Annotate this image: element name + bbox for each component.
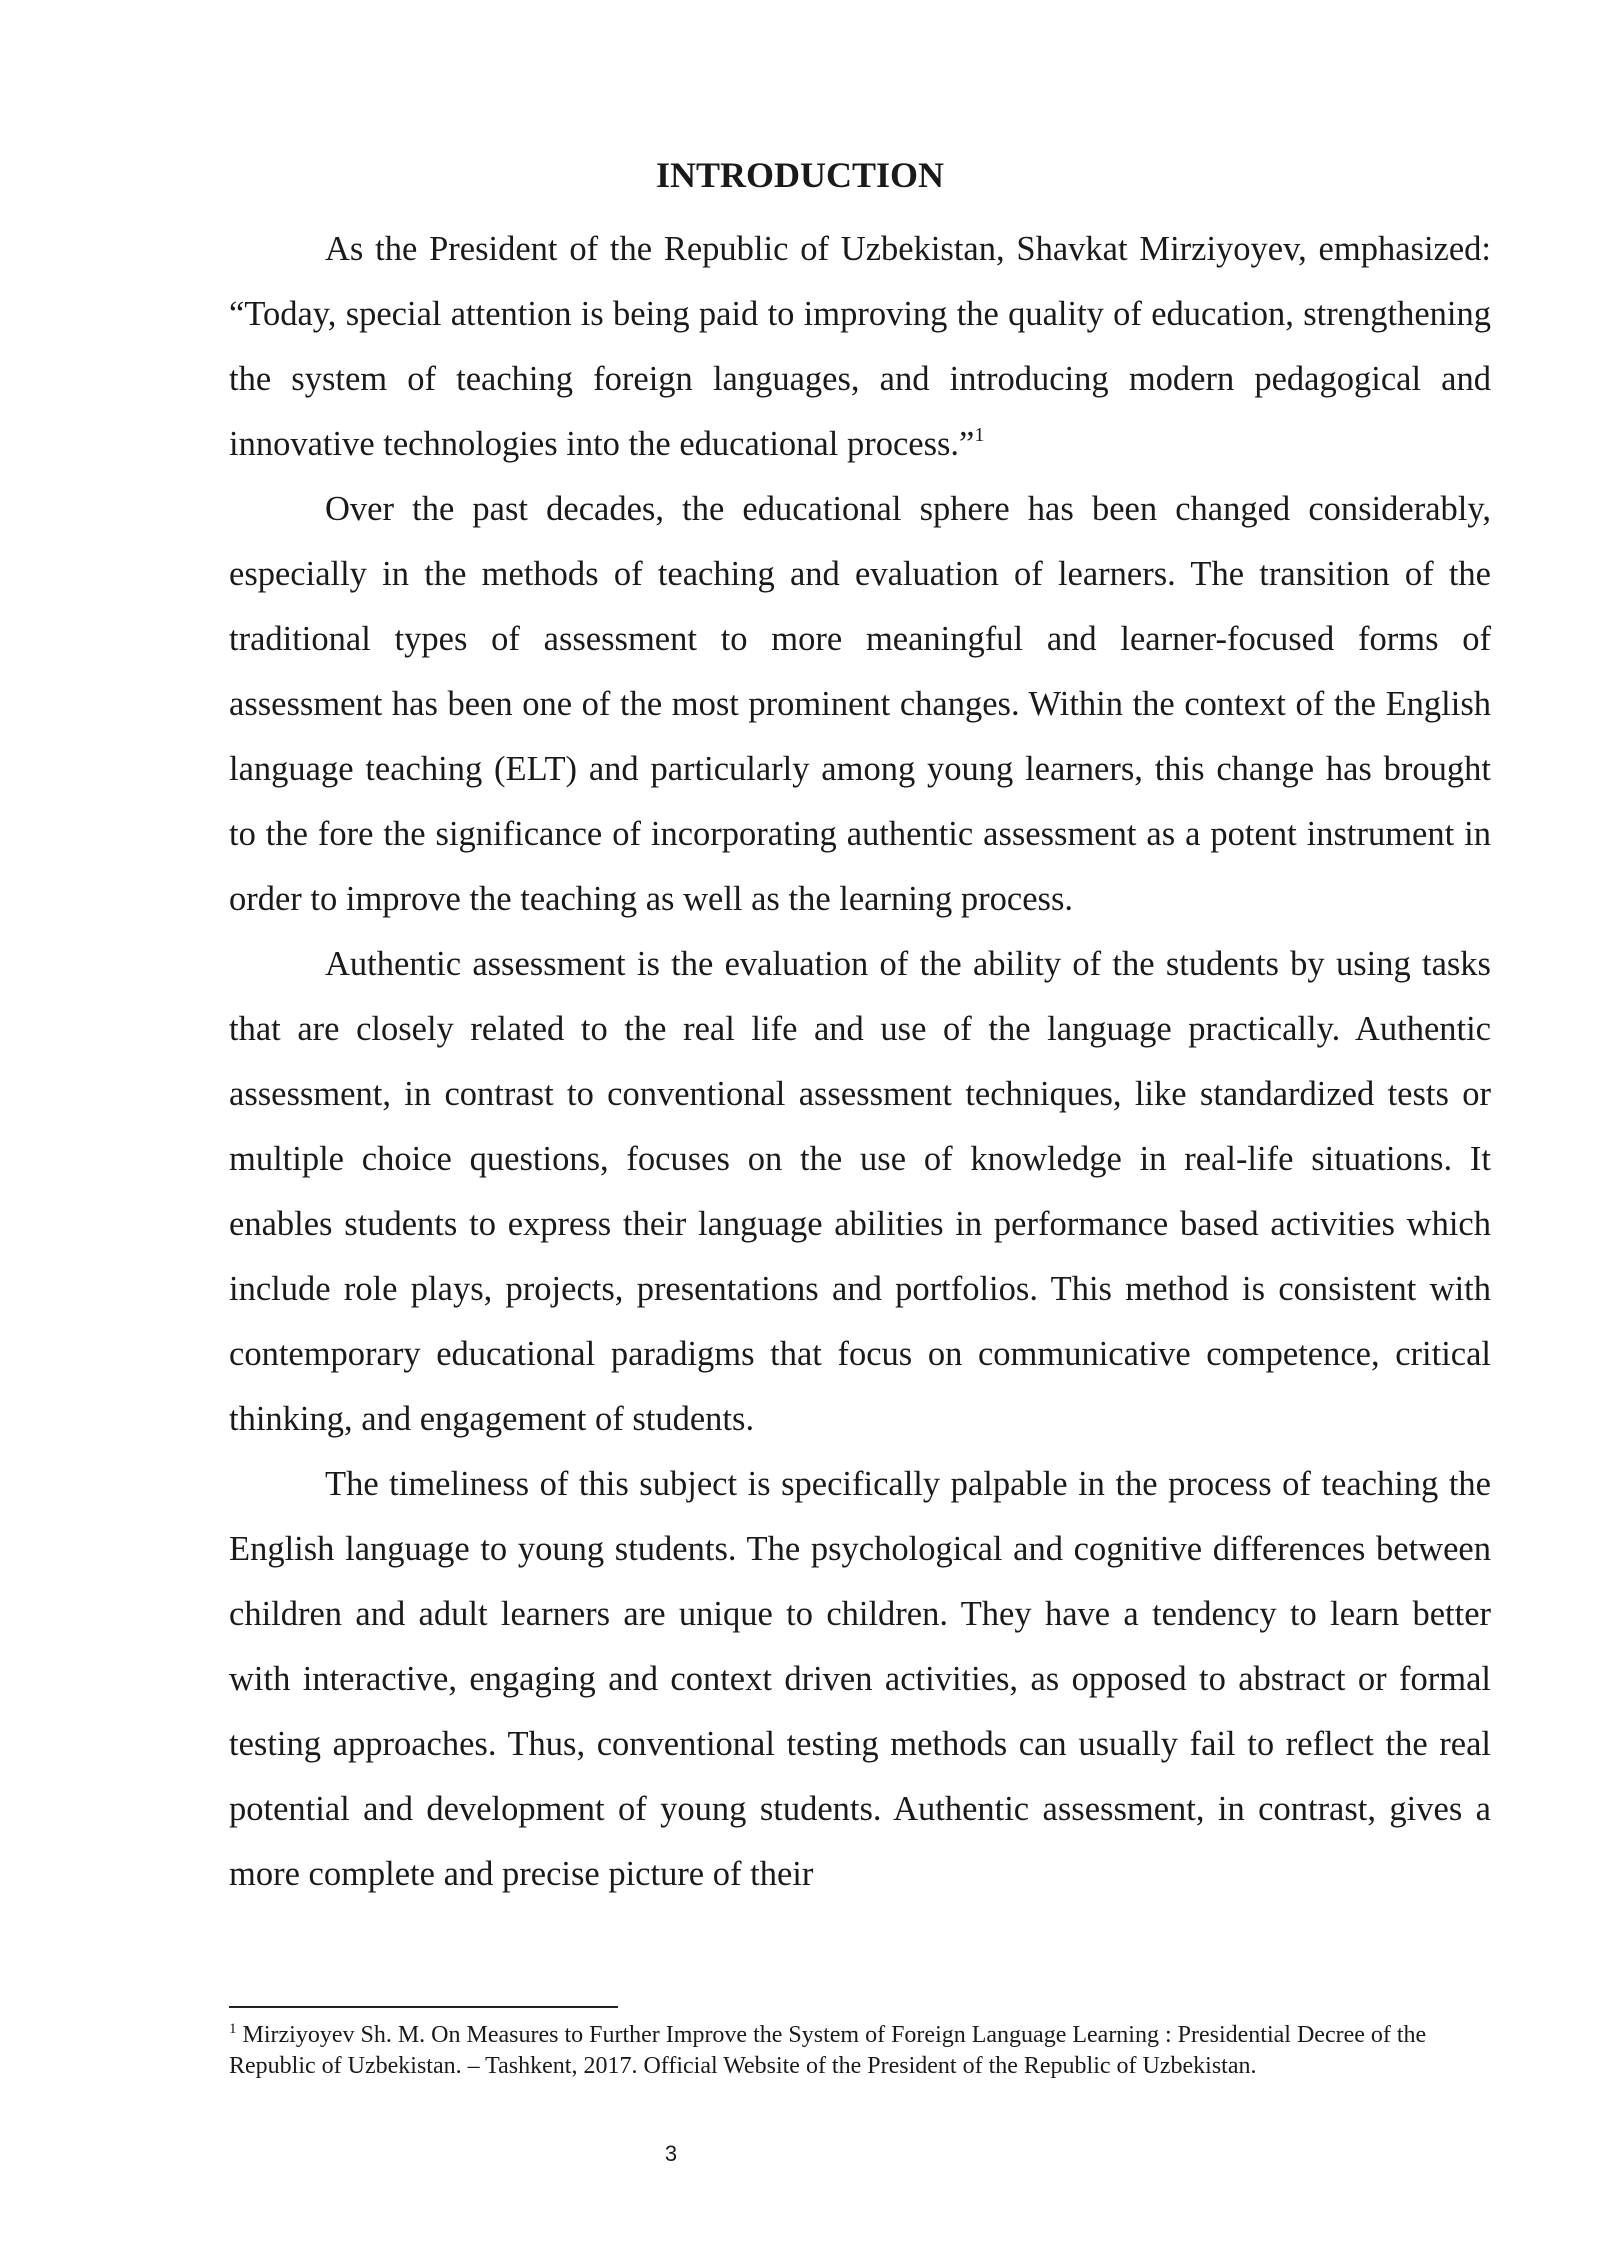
- footnote-mark: 1: [229, 2021, 237, 2037]
- footnote-separator: [229, 2006, 618, 2008]
- paragraph-text: Authentic assessment is the evaluation of the ability of the students by using tasks that are closely related to the real life and use of the language practically. Authentic assessment, in contrast to conventional assessment techniques, like standardized tests or multiple choice questions, focuses on the use of knowledge in real-life situations. It enables students to express their language abilities in performance based activities which include role plays, projects, presentations and portfolios. This method is consistent with contemporary educational paradigms that focus on communicative competence, critical thinking, and engagement of students.: [229, 945, 1491, 1438]
- paragraph-text: As the President of the Republic of Uzbekistan, Shavkat Mirziyoyev, emphasized: “Today, special attention is being paid to improving the quality of education, strengthening the system of teaching foreign languages, and introducing modern pedagogical and innovative technologies into the educational process.”: [229, 230, 1491, 463]
- footnote: [229, 2020, 1491, 2082]
- paragraph: [229, 932, 1491, 1452]
- paragraph-text: The timeliness of this subject is specifically palpable in the process of teaching the English language to young students. The psychological and cognitive differences between children and adult learners are unique to children. They have a tendency to learn better with interactive, engaging and context driven activities, as opposed to abstract or formal testing approaches. Thus, conventional testing methods can usually fail to reflect the real potential and development of young students. Authentic assessment, in contrast, gives a more complete and precise picture of their: [229, 1465, 1491, 1893]
- paragraph: [229, 1452, 1491, 1907]
- paragraph-text: Over the past decades, the educational sphere has been changed considerably, especially in the methods of teaching and evaluation of learners. The transition of the traditional types of assessment to more meaningful and learner-focused forms of assessment has been one of the most prominent changes. Within the context of the English language teaching (ELT) and particularly among young learners, this change has brought to the fore the significance of incorporating authentic assessment as a potent instrument in order to improve the teaching as well as the learning process.: [229, 490, 1491, 918]
- section-heading: INTRODUCTION: [655, 155, 945, 195]
- paragraph: [229, 217, 1491, 477]
- footnote-text: Mirziyoyev Sh. M. On Measures to Further Improve the System of Foreign Language Learning : Presidential Decree of the Republic of Uzbekistan. – Tashkent, 2017. Official Website of the President of the Republic of Uzbekistan.: [229, 2022, 1427, 2079]
- body-text: [229, 217, 1491, 1907]
- paragraph: [229, 477, 1491, 932]
- footnote-reference[interactable]: 1: [974, 424, 985, 446]
- page-number: 3: [664, 2141, 678, 2166]
